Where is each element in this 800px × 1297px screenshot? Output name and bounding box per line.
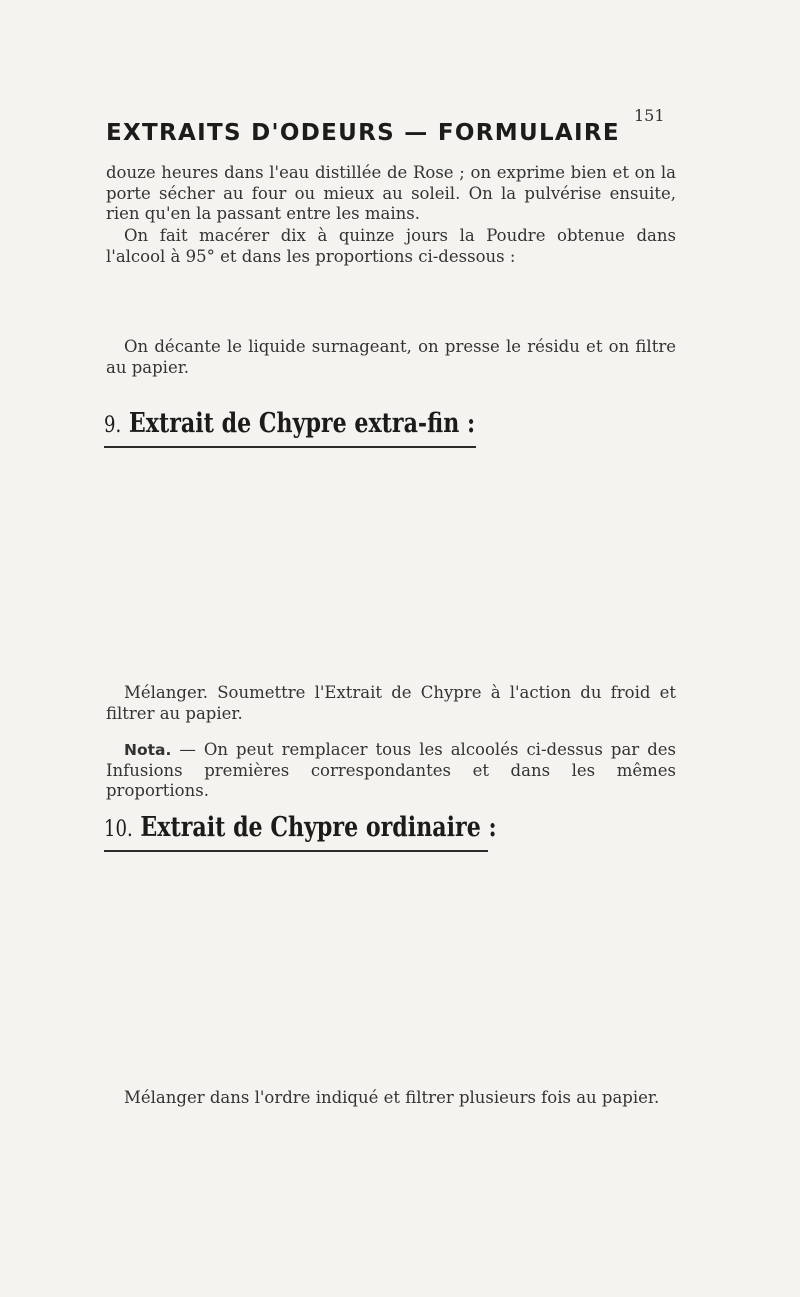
intro-paragraph-2: On fait macérer dix à quinze jours la Poudre obtenue dans l'alcool à 95° et dans les proportions ci-dessous :: [106, 226, 676, 266]
section-9-underline: [104, 446, 476, 448]
running-header: EXTRAITS D'ODEURS — FORMULAIRE: [106, 120, 620, 146]
intro-paragraph-1: douze heures dans l'eau distillée de Rose ; on exprime bien et on la porte sécher au four ou mieux au soleil. On la pulvérise ensuite, rien qu'en la passant entre les mains.: [106, 163, 676, 223]
page-number: 151: [634, 106, 665, 125]
section-10-number: 10.: [104, 817, 133, 842]
section-9-title: [104, 408, 475, 439]
section-10-instructions: Mélanger dans l'ordre indiqué et filtrer plusieurs fois au papier.: [124, 1088, 660, 1107]
section-10-underline: [104, 850, 488, 852]
section-9-instructions: Mélanger. Soumettre l'Extrait de Chypre à l'action du froid et filtrer au papier.: [106, 683, 676, 723]
section-9-number: 9.: [104, 413, 122, 438]
nota-label: Nota.: [124, 741, 172, 759]
section-10-title: [104, 812, 497, 843]
section-10-heading: Extrait de Chypre ordinaire :: [140, 812, 497, 843]
nota-paragraph: [106, 740, 676, 802]
nota-text: — On peut remplacer tous les alcoolés ci-dessus par des Infusions premières correspondantes et dans les mêmes proportions.: [106, 740, 676, 800]
section-9-heading: Extrait de Chypre extra-fin :: [128, 408, 476, 439]
intro-paragraph-3: On décante le liquide surnageant, on presse le résidu et on filtre au papier.: [106, 337, 676, 377]
